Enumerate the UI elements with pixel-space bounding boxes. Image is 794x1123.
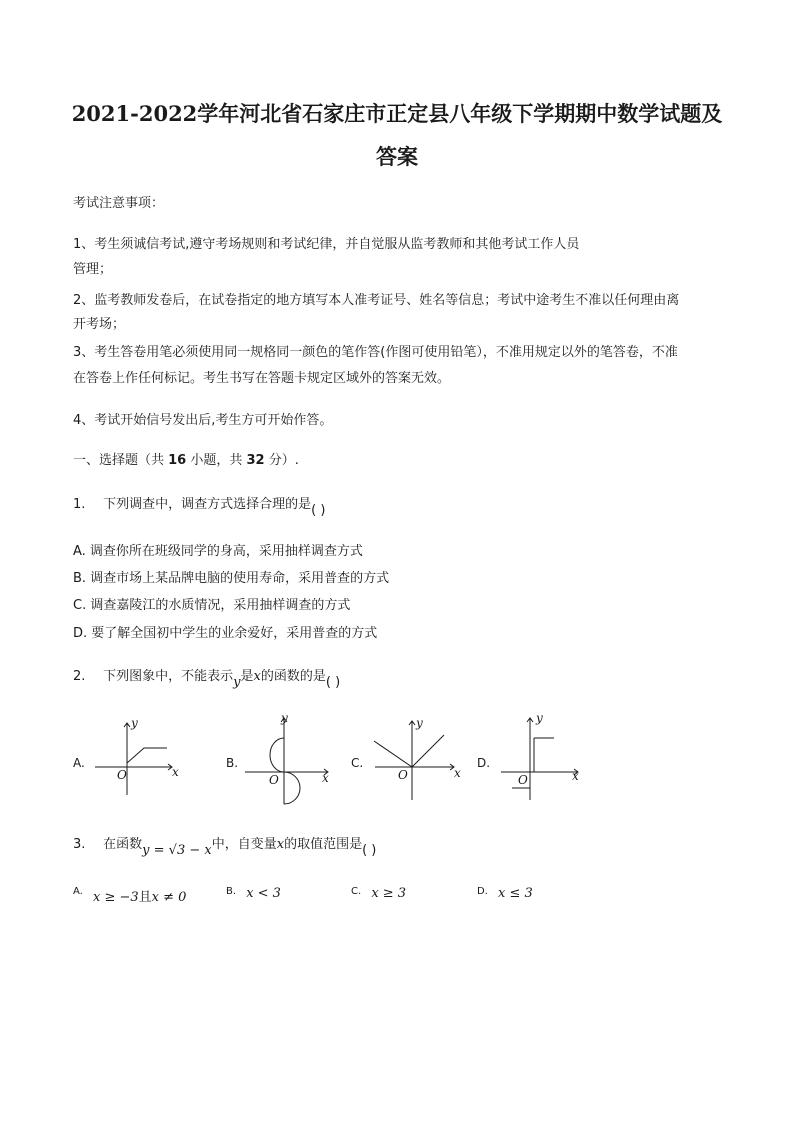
- option-label: A.: [73, 886, 83, 897]
- answer-paren: ( ): [362, 843, 377, 858]
- option-label: B.: [226, 886, 237, 897]
- graph-c: [370, 715, 470, 805]
- graph-d: [496, 712, 596, 802]
- origin-label: O: [518, 773, 528, 787]
- axis-y-label: y: [131, 716, 138, 730]
- origin-label: O: [269, 773, 279, 787]
- question-number: 1.: [73, 497, 86, 512]
- graph-a: [90, 715, 190, 800]
- origin-label: O: [398, 768, 408, 782]
- notice-item-3: 3、考生答卷用笔必须使用同一规格同一颜色的笔作答(作图可使用铅笔），不准用规定以外的笔答卷，不准: [73, 345, 678, 360]
- option-label: D.: [477, 886, 488, 897]
- section-heading-mid: 小题，共: [186, 453, 247, 468]
- option-extra: x ≠ 0: [151, 890, 187, 905]
- graph-b-label: B.: [226, 756, 239, 770]
- option-text: x < 3: [246, 886, 281, 901]
- graph-d-label: D.: [477, 756, 491, 770]
- option-text: x ≥ 3: [371, 886, 407, 901]
- origin-label: O: [117, 768, 127, 782]
- question-stem-post: 的取值范围是: [284, 837, 363, 852]
- question-number: 2.: [73, 669, 86, 684]
- q1-option-a: A. 调查你所在班级同学的身高，采用抽样调查方式: [73, 544, 363, 559]
- q1-option-d: D. 要了解全国初中学生的业余爱好，采用普查的方式: [73, 626, 378, 641]
- option-conjunction: 且: [138, 890, 152, 905]
- question-1: [73, 496, 326, 518]
- axis-x-label: x: [572, 769, 579, 783]
- q1-option-c: C. 调查嘉陵江的水质情况，采用抽样调查的方式: [73, 598, 351, 613]
- q3-option-a: [73, 886, 186, 905]
- axis-x-label: x: [322, 771, 329, 785]
- axis-y-label: y: [416, 716, 423, 730]
- axis-y-label: y: [536, 711, 543, 725]
- answer-paren: ( ): [325, 675, 341, 690]
- question-3: [73, 836, 377, 858]
- section-heading: [73, 452, 299, 470]
- graph-b: [240, 712, 340, 812]
- notice-item-1: 1、考生须诚信考试,遵守考场规则和考试纪律，并自觉服从监考教师和其他考试工作人员: [73, 237, 580, 252]
- option-label: C.: [351, 886, 362, 897]
- question-stem-mid: 是: [240, 669, 254, 684]
- axis-x-label: x: [172, 765, 179, 779]
- var-y: y: [233, 675, 241, 690]
- answer-paren: ( ): [311, 503, 326, 518]
- notice-item-1-cont: 管理；: [73, 262, 113, 277]
- question-stem: 下列调查中，调查方式选择合理的是: [103, 497, 312, 512]
- notice-item-2: 2、监考教师发卷后，在试卷指定的地方填写本人准考证号、姓名等信息；考试中途考生不准以任何理由离: [73, 293, 680, 308]
- notice-item-3-cont: 在答卷上作任何标记。考生书写在答题卡规定区域外的答案无效。: [73, 371, 451, 386]
- graph-a-label: A.: [73, 756, 85, 770]
- question-stem-pre: 下列图象中，不能表示: [103, 669, 234, 684]
- q1-option-b: B. 调查市场上某品牌电脑的使用寿命，采用普查的方式: [73, 571, 390, 586]
- var-x: x: [276, 837, 285, 852]
- var-x: x: [253, 669, 261, 684]
- section-heading-post: 分）.: [264, 453, 299, 468]
- option-text: x ≥ −3: [92, 890, 139, 905]
- page-title-continued: 答案: [376, 144, 418, 169]
- question-number: 3.: [73, 837, 86, 852]
- axis-x-label: x: [454, 766, 461, 780]
- q3-option-d: [477, 886, 533, 901]
- section-heading-pre: 一、选择题（共: [73, 453, 169, 468]
- notice-heading: 考试注意事项：: [73, 196, 165, 211]
- q3-option-c: [351, 886, 406, 901]
- question-stem-post: 的函数的是: [260, 669, 326, 684]
- total-score: 32: [246, 453, 265, 468]
- notice-item-4: 4、考试开始信号发出后,考生方可开始作答。: [73, 413, 333, 428]
- notice-item-2-cont: 开考场；: [73, 317, 126, 332]
- option-text: x ≤ 3: [498, 886, 533, 901]
- graph-c-label: C.: [351, 756, 364, 770]
- question-count: 16: [168, 453, 187, 468]
- question-2: [73, 668, 341, 690]
- question-stem-pre: 在函数: [103, 837, 143, 852]
- formula: y = √3 − x: [142, 843, 212, 858]
- axis-y-label: y: [281, 711, 288, 725]
- question-stem-mid: 中，自变量: [211, 837, 277, 852]
- q3-option-b: [226, 886, 281, 901]
- page-title: 2021-2022学年河北省石家庄市正定县八年级下学期期中数学试题及: [71, 101, 723, 126]
